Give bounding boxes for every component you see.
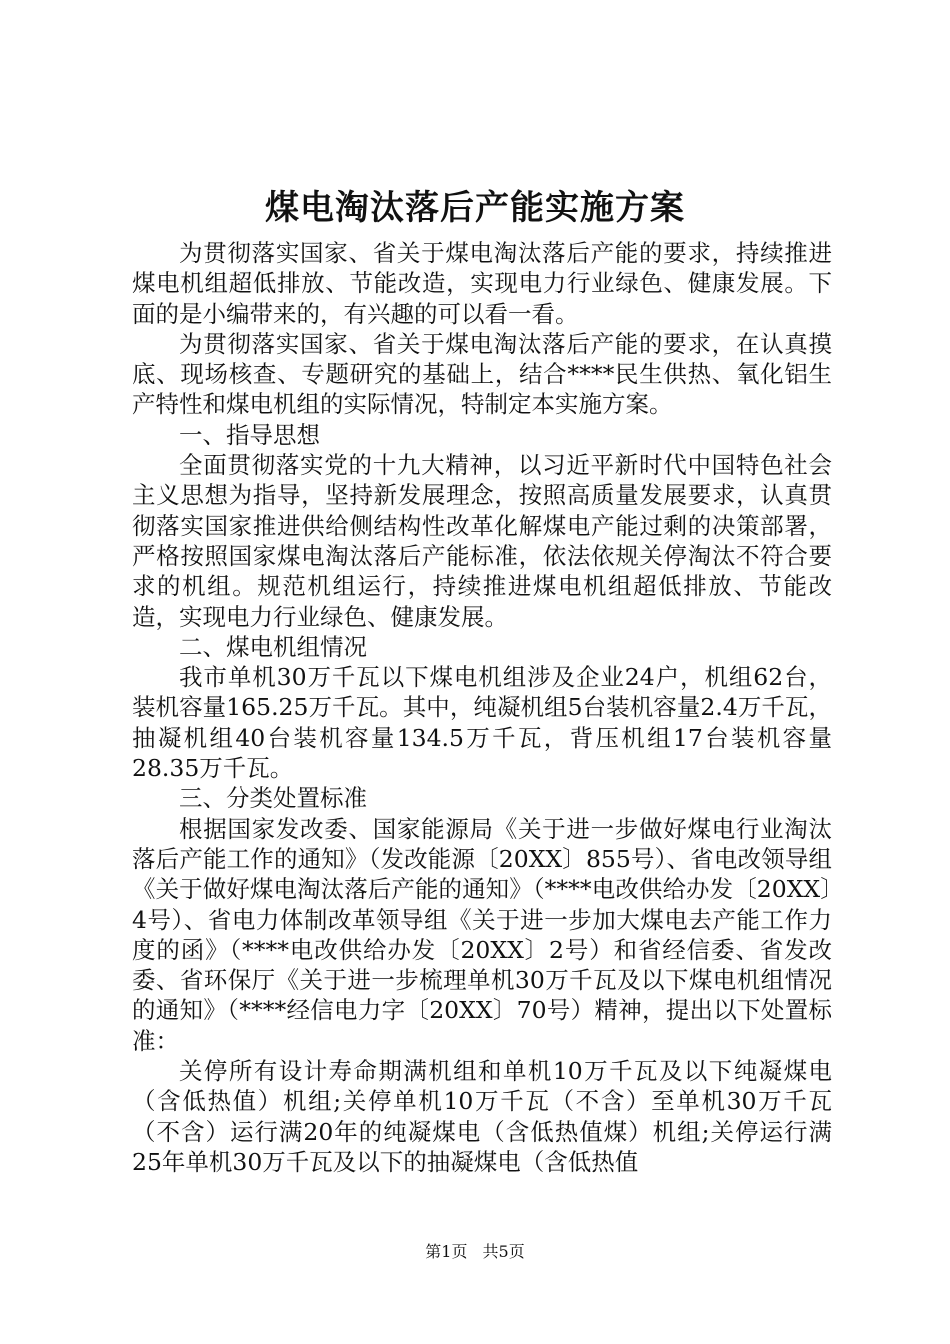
disposal-basis-paragraph: 根据国家发改委、国家能源局《关于进一步做好煤电行业淘汰落后产能工作的通知》（发改能源〔20XX〕855号）、省电改领导组《关于做好煤电淘汰落后产能的通知》（****电改供给办发〔20XX〕4号）、省电力体制改革领导组《关于进一步加大煤电去产能工作力度的函》（****电改供给办发〔20XX〕2号）和省经信委、省发改委、省环保厅《关于进一步梳理单机30万千瓦及以下煤电机组情况的通知》（****经信电力字〔20XX〕70号）精神，提出以下处置标准： [132,814,832,1055]
page-number: 第1页 [425,1242,468,1261]
guiding-ideology-paragraph: 全面贯彻落实党的十九大精神，以习近平新时代中国特色社会主义思想为指导，坚持新发展理念，按照高质量发展要求，认真贯彻落实国家推进供给侧结构性改革化解煤电产能过剩的决策部署，严格按照国家煤电淘汰落后产能标准，依法依规关停淘汰不符合要求的机组。规范机组运行，持续推进煤电机组超低排放、节能改造，实现电力行业绿色、健康发展。 [132,451,832,631]
disposal-standards-paragraph: 关停所有设计寿命期满机组和单机10万千瓦及以下纯凝煤电（含低热值）机组;关停单机10万千瓦（不含）至单机30万千瓦（不含）运行满20年的纯凝煤电（含低热值煤）机组;关停运行满25年单机30万千瓦及以下的抽凝煤电（含低热值 [132,1057,832,1176]
section-heading-unit-status: 二、煤电机组情况 [179,632,367,661]
unit-status-paragraph: 我市单机30万千瓦以下煤电机组涉及企业24户，机组62台，装机容量165.25万千瓦。其中，纯凝机组5台装机容量2.4万千瓦，抽凝机组40台装机容量134.5万千瓦，背压机组17台装机容量28.35万千瓦。 [132,663,832,783]
page-footer [0,1240,950,1264]
intro-paragraph: 为贯彻落实国家、省关于煤电淘汰落后产能的要求，持续推进煤电机组超低排放、节能改造，实现电力行业绿色、健康发展。下面的是小编带来的，有兴趣的可以看一看。 [132,239,832,328]
section-heading-guiding-ideology: 一、指导思想 [179,420,320,449]
preamble-paragraph: 为贯彻落实国家、省关于煤电淘汰落后产能的要求，在认真摸底、现场核查、专题研究的基础上，结合****民生供热、氧化铝生产特性和煤电机组的实际情况，特制定本实施方案。 [132,329,832,419]
document-body [132,238,832,1177]
page-total: 共5页 [482,1242,525,1261]
section-heading-disposal-standards: 三、分类处置标准 [179,784,367,813]
document-title: 煤电淘汰落后产能实施方案 [265,188,685,228]
